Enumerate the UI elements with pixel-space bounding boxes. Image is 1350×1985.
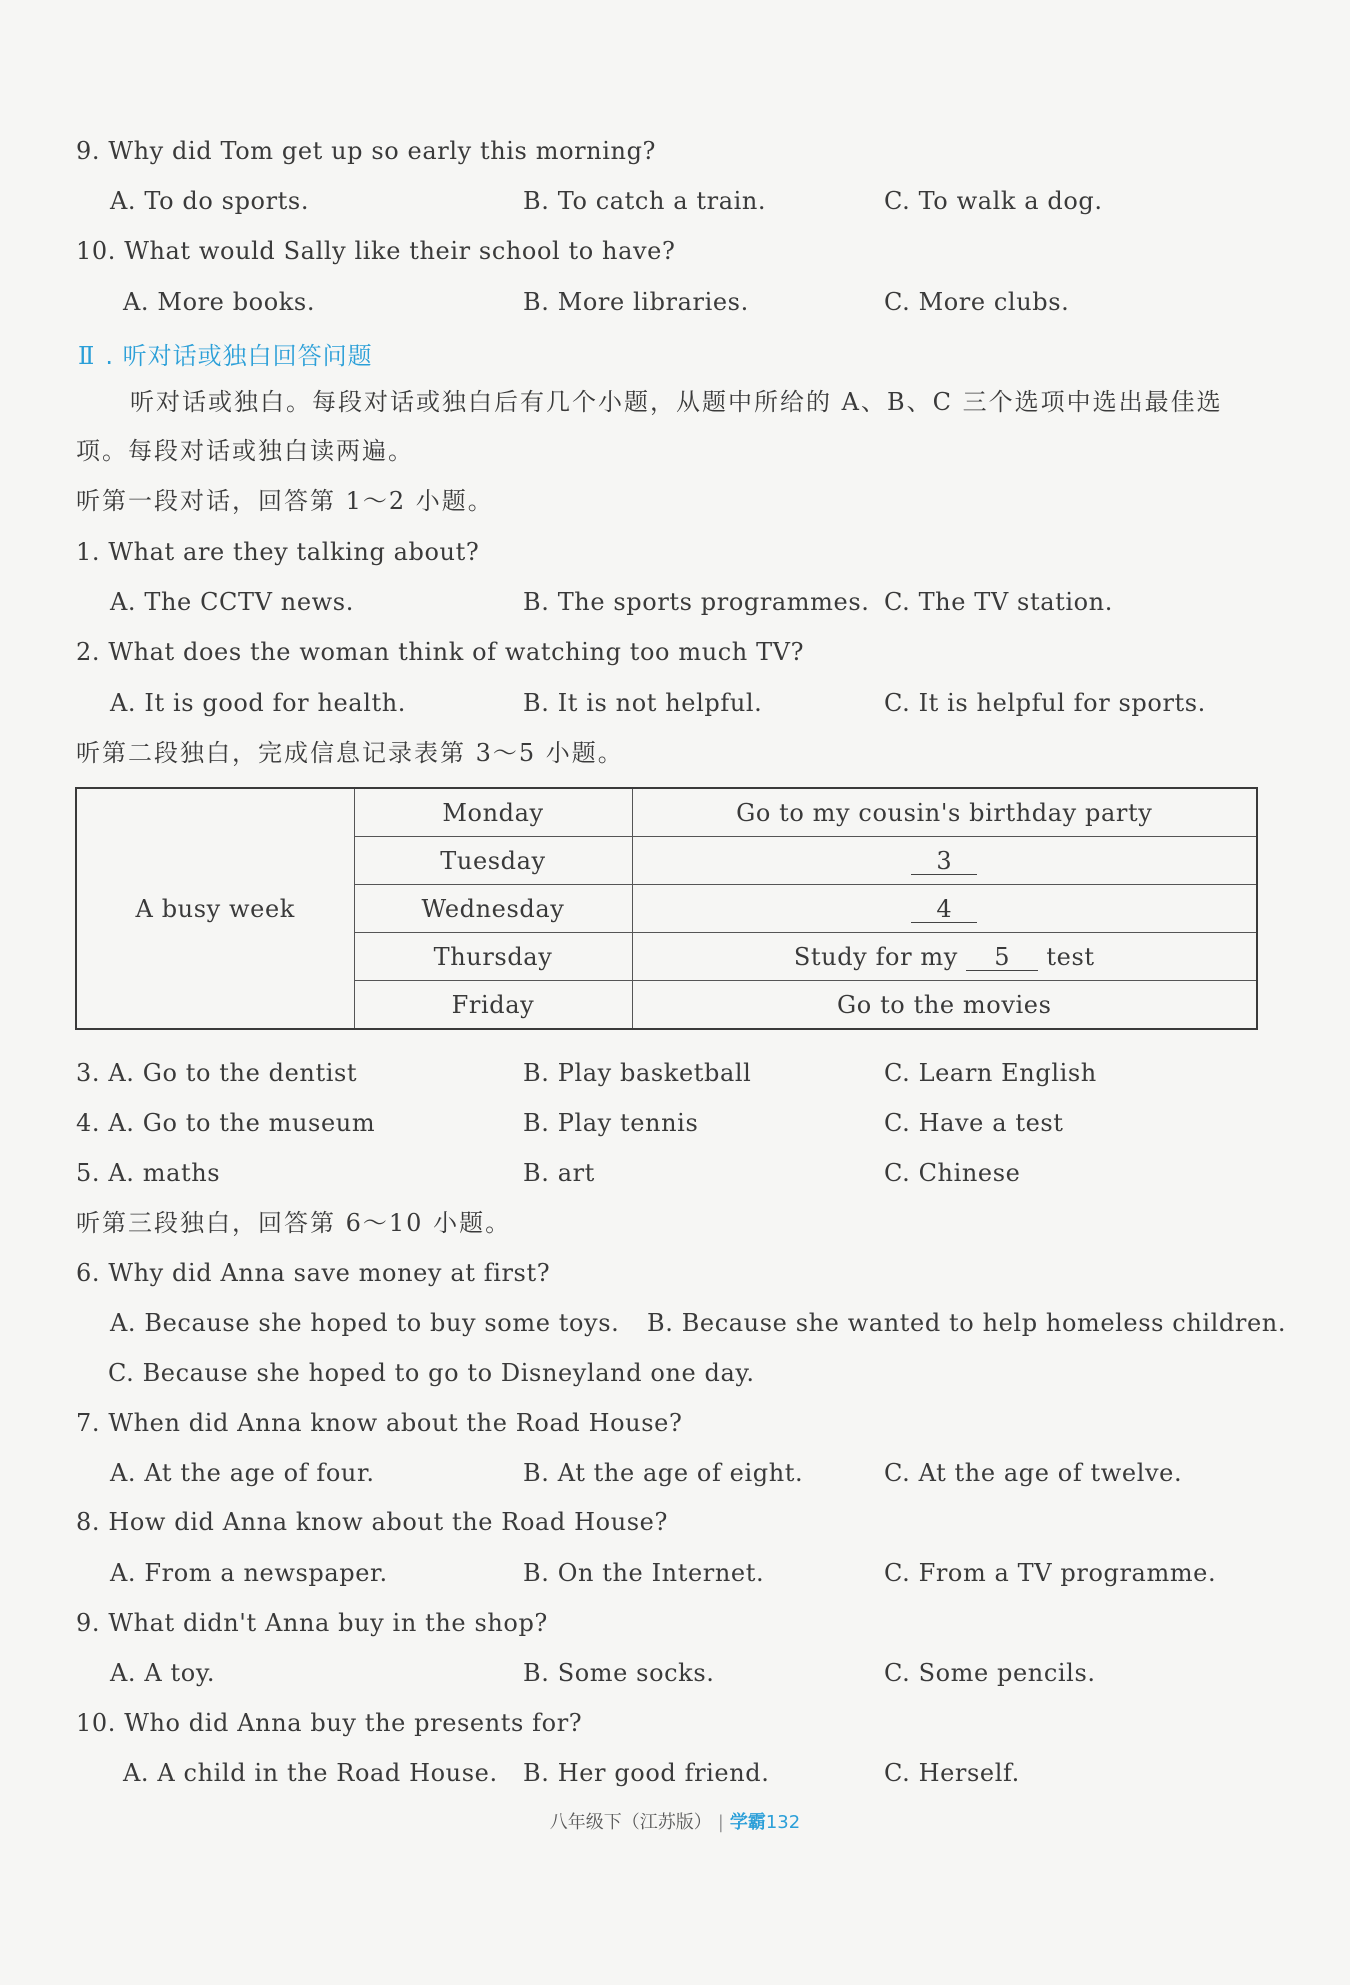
section-title [78, 336, 373, 371]
day-cell: Friday [354, 981, 632, 1030]
option-b: B. The sports programmes. [523, 588, 870, 616]
option-c: C. At the age of twelve. [884, 1459, 1183, 1487]
table-title-cell: A busy week [76, 788, 354, 1029]
option-c: C. It is helpful for sports. [884, 689, 1206, 717]
option-c: C. Herself. [884, 1759, 1020, 1787]
question-9-prev: 9. Why did Tom get up so early this morning? [76, 137, 657, 165]
answer-blank-3[interactable]: 3 [911, 848, 977, 875]
grade-label: 八年级下（江苏版） [549, 1812, 712, 1833]
dialog-1-intro: 听第一段对话，回答第 1～2 小题。 [76, 487, 494, 515]
option-b: B. Her good friend. [523, 1759, 770, 1787]
question-10-prev: 10. What would Sally like their school to have? [76, 237, 676, 265]
option-a: A. The CCTV news. [110, 588, 354, 616]
content-cell [632, 933, 1257, 981]
page-footer [0, 1808, 1350, 1834]
footer-divider: | [717, 1812, 724, 1833]
option-b: B. On the Internet. [523, 1559, 765, 1587]
monologue-3-intro: 听第三段独白，回答第 6～10 小题。 [76, 1209, 512, 1237]
instructions-line-2: 项。每段对话或独白读两遍。 [76, 437, 414, 465]
q4-option-b: B. Play tennis [523, 1109, 699, 1137]
option-b: B. At the age of eight. [523, 1459, 804, 1487]
day-cell: Thursday [354, 933, 632, 981]
option-a: A. At the age of four. [110, 1459, 375, 1487]
option-c: C. To walk a dog. [884, 187, 1103, 215]
option-a: A. From a newspaper. [110, 1559, 388, 1587]
option-c: C. More clubs. [884, 288, 1070, 316]
info-record-table [75, 787, 1258, 1030]
option-a: A. More books. [123, 288, 316, 316]
option-c: C. The TV station. [884, 588, 1113, 616]
content-cell: Go to my cousin's birthday party [632, 788, 1257, 837]
q5-option-a: 5. A. maths [76, 1159, 221, 1187]
q3-option-a: 3. A. Go to the dentist [76, 1059, 358, 1087]
content-cell: Go to the movies [632, 981, 1257, 1030]
q3-option-b: B. Play basketball [523, 1059, 752, 1087]
question-9: 9. What didn't Anna buy in the shop? [76, 1609, 548, 1637]
section-number: Ⅱ [78, 342, 96, 370]
day-cell: Tuesday [354, 837, 632, 885]
option-a: A. To do sports. [110, 187, 310, 215]
question-8: 8. How did Anna know about the Road House? [76, 1508, 668, 1536]
brand-logo: 学霸 [729, 1812, 766, 1833]
option-a: A. A toy. [110, 1659, 216, 1687]
option-b: B. To catch a train. [523, 187, 767, 215]
option-a: A. A child in the Road House. [123, 1759, 498, 1787]
option-b: B. Because she wanted to help homeless children. [647, 1309, 1287, 1337]
content-cell [632, 885, 1257, 933]
q5-option-c: C. Chinese [884, 1159, 1021, 1187]
section-heading: . 听对话或独白回答问题 [105, 342, 373, 370]
content-cell [632, 837, 1257, 885]
day-cell: Monday [354, 788, 632, 837]
page-number: 132 [765, 1812, 801, 1833]
q3-option-c: C. Learn English [884, 1059, 1097, 1087]
answer-blank-5[interactable]: 5 [966, 944, 1038, 971]
option-a: A. Because she hoped to buy some toys. [110, 1309, 620, 1337]
q4-option-c: C. Have a test [884, 1109, 1064, 1137]
content-suffix: test [1046, 942, 1095, 971]
option-b: B. It is not helpful. [523, 689, 763, 717]
question-2: 2. What does the woman think of watching too much TV? [76, 638, 805, 666]
option-b: B. Some socks. [523, 1659, 715, 1687]
option-b: B. More libraries. [523, 288, 749, 316]
q5-option-b: B. art [523, 1159, 595, 1187]
option-c: C. Because she hoped to go to Disneyland one day. [108, 1359, 755, 1387]
option-c: C. Some pencils. [884, 1659, 1096, 1687]
question-10: 10. Who did Anna buy the presents for? [76, 1709, 583, 1737]
option-c: C. From a TV programme. [884, 1559, 1217, 1587]
question-7: 7. When did Anna know about the Road House? [76, 1409, 683, 1437]
question-6: 6. Why did Anna save money at first? [76, 1259, 551, 1287]
content-prefix: Study for my [793, 942, 958, 971]
question-1: 1. What are they talking about? [76, 538, 480, 566]
instructions-line-1: 听对话或独白。每段对话或独白后有几个小题，从题中所给的 A、B、C 三个选项中选出最佳选 [130, 388, 1223, 416]
q4-option-a: 4. A. Go to the museum [76, 1109, 376, 1137]
day-cell: Wednesday [354, 885, 632, 933]
monologue-2-intro: 听第二段独白，完成信息记录表第 3～5 小题。 [76, 739, 624, 767]
option-a: A. It is good for health. [110, 689, 407, 717]
answer-blank-4[interactable]: 4 [911, 896, 977, 923]
table-row [76, 788, 1257, 837]
